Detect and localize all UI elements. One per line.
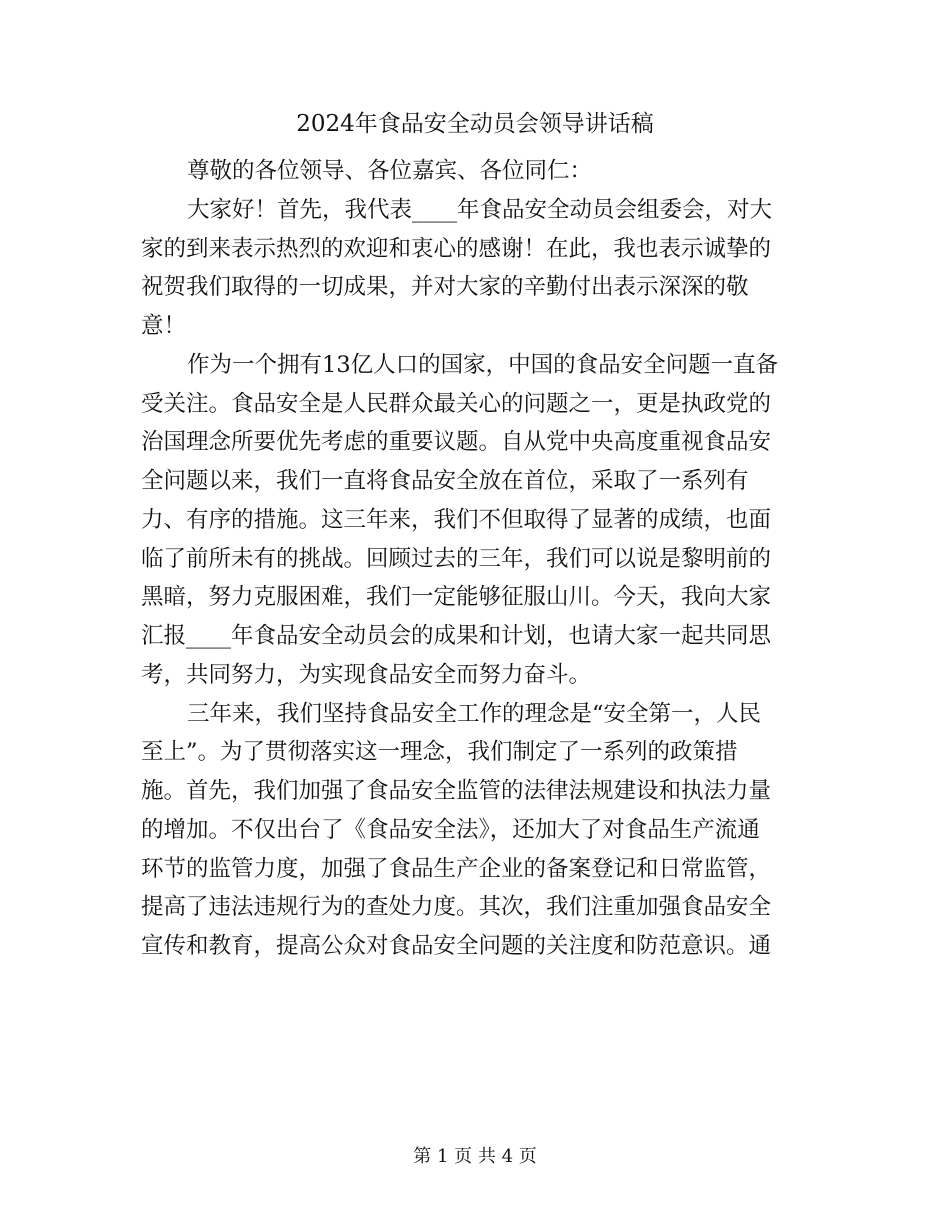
body-line: 治国理念所要优先考虑的重要议题。自从党中央高度重视食品安 [141,429,772,456]
body-line: 全问题以来，我们一直将食品安全放在首位，采取了一系列有 [141,468,749,494]
body-line: 意！ [141,313,187,339]
body-line: 宣传和教育，提高公众对食品安全问题的关注度和防范意识。通 [141,933,772,959]
body-line: 祝贺我们取得的一切成果，并对大家的辛勤付出表示深深的敬 [141,274,749,301]
body-line: 考，共同努力，为实现食品安全而努力奋斗。 [141,661,592,688]
body-line: 的增加。不仅出台了《食品安全法》，还加大了对食品生产流通 [141,816,760,843]
body-line: 临了前所未有的挑战。回顾过去的三年，我们可以说是黎明前的 [141,545,772,572]
body-line: 尊敬的各位领导、各位嘉宾、各位同仁： [187,158,593,184]
body-line: 至上”。为了贯彻落实这一理念，我们制定了一系列的政策措 [141,739,738,766]
body-line: 三年来，我们坚持食品安全工作的理念是“安全第一，人民 [187,700,762,727]
document-body [141,152,811,966]
body-line: 汇报____年食品安全动员会的成果和计划，也请大家一起共同思 [141,623,772,649]
body-line: 作为一个拥有13亿人口的国家，中国的食品安全问题一直备 [187,351,779,378]
body-line: 黑暗，努力克服困难，我们一定能够征服山川。今天，我向大家 [141,584,772,611]
body-line: 施。首先，我们加强了食品安全监管的法律法规建设和执法力量 [141,778,772,804]
page-footer: 第 1 页 共 4 页 [413,1146,537,1167]
body-line: 环节的监管力度，加强了食品生产企业的备案登记和日常监管， [141,855,772,882]
body-line: 家的到来表示热烈的欢迎和衷心的感谢！在此，我也表示诚挚的 [141,235,772,262]
body-line: 受关注。食品安全是人民群众最关心的问题之一，更是执政党的 [141,390,772,417]
body-line: 大家好！首先，我代表____年食品安全动员会组委会，对大 [187,196,773,223]
body-line: 力、有序的措施。这三年来，我们不但取得了显著的成绩，也面 [141,506,772,533]
document-title: 2024年食品安全动员会领导讲话稿 [296,111,654,137]
body-line: 提高了违法违规行为的查处力度。其次，我们注重加强食品安全 [141,894,772,921]
